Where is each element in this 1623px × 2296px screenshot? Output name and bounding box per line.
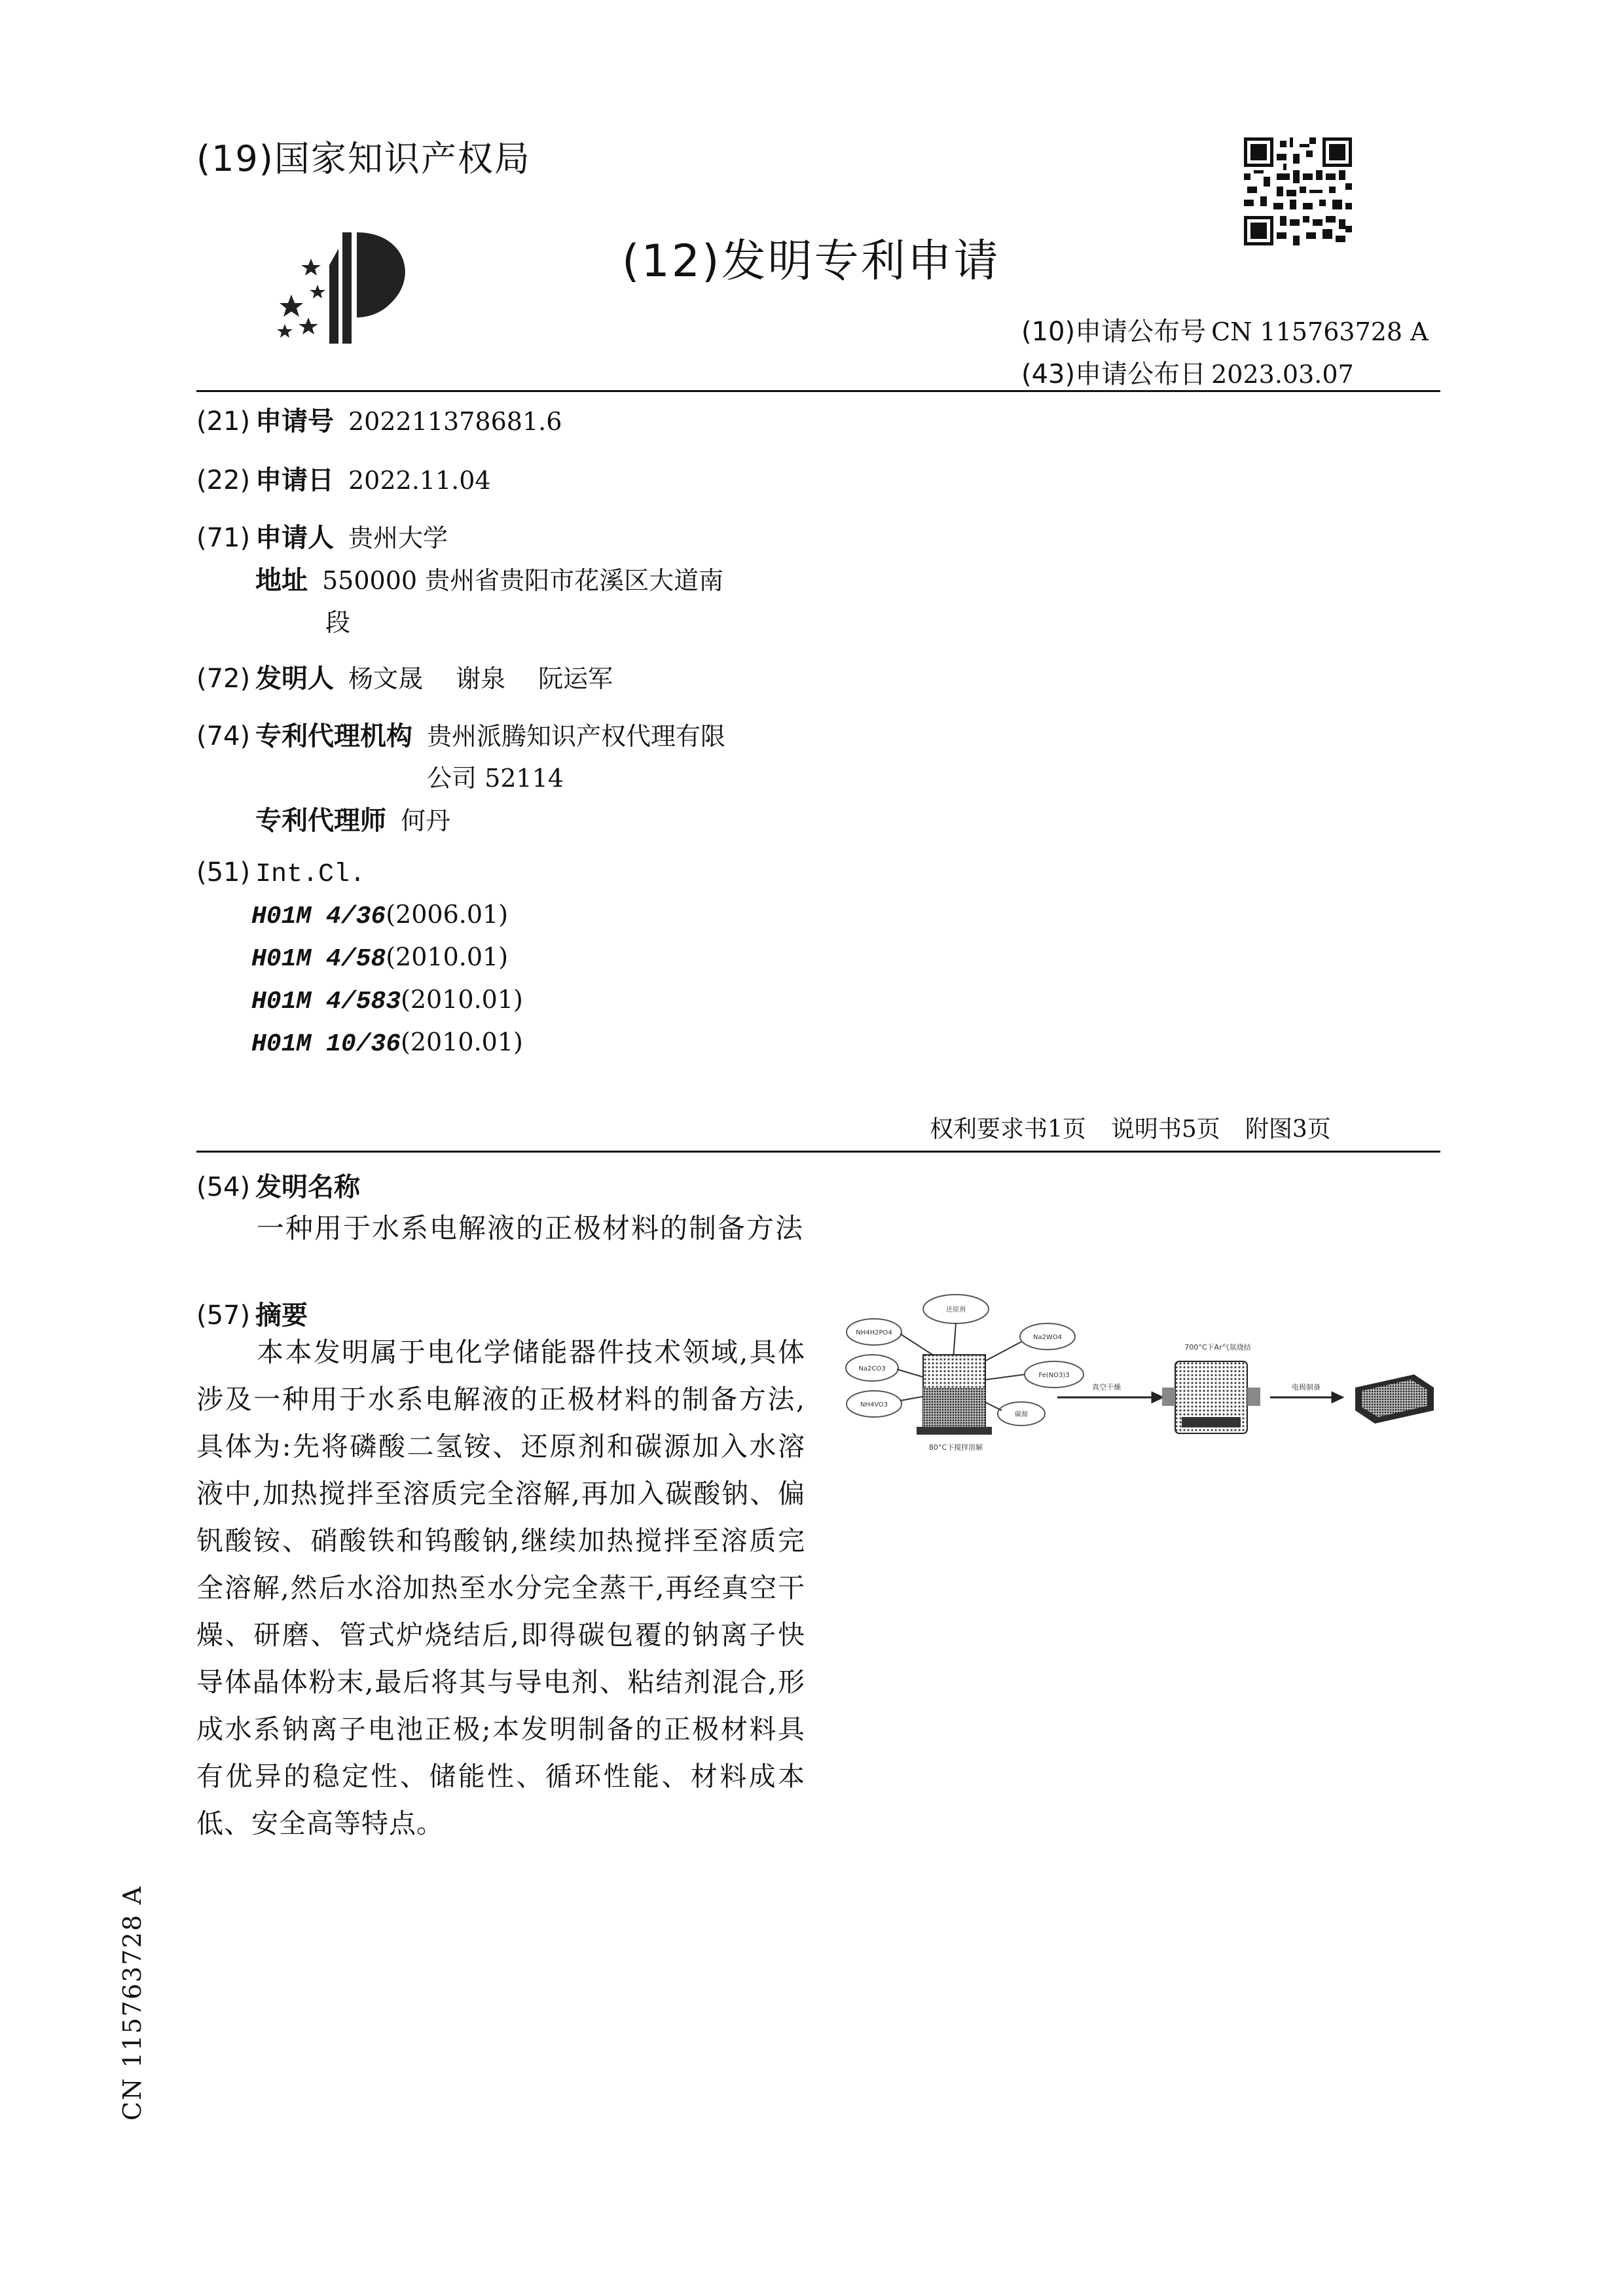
- label-nh4h2po4: NH4H2PO4: [856, 1329, 892, 1336]
- application-number: 202211378681.6: [348, 407, 562, 436]
- abstract-figure: [845, 1283, 1453, 1460]
- address-row: [255, 560, 723, 597]
- abstract-heading: (57) 摘要: [196, 1300, 308, 1331]
- ipc-class-row: H01M 10/36(2010.01): [251, 1028, 523, 1058]
- label-reducing-agent: 还原剂: [946, 1306, 966, 1314]
- label-na2co3: Na2CO3: [858, 1365, 886, 1372]
- agency-line-1: 贵州派腾知识产权代理有限: [427, 722, 726, 751]
- abstract-text: 本本发明属于电化学储能器件技术领域,具体涉及一种用于水系电解液的正极材料的制备方法,具体为:先将磷酸二氢铵、还原剂和碳源加入水溶液中,加热搅拌至溶质完全溶解,再加入碳酸钠、偏钒酸铵、硝酸铁和钨酸钠,继续加热搅拌至溶质完全溶解,然后水浴加热至水分完全蒸干,再经真空干燥、研磨、管式炉烧结后,即得碳包覆的钠离子快导体晶体粉末,最后将其与导电剂、粘结剂混合,形成水系钠离子电池正极;本发明制备的正极材料具有优异的稳定性、储能性、循环性能、材料成本低、安全高等特点。: [196, 1336, 805, 1839]
- agent: 何丹: [401, 806, 451, 835]
- publication-date-label: (43)申请公布日: [1021, 359, 1207, 389]
- label-sintering: 700°C下Ar气氛烧结: [1184, 1343, 1251, 1352]
- application-number-row: (21) 申请号 202211378681.6: [196, 406, 562, 437]
- application-date-row: (22) 申请日 2022.11.04: [196, 465, 491, 495]
- title-heading: (54) 发明名称: [196, 1172, 360, 1202]
- tube-furnace-icon: [1162, 1361, 1260, 1433]
- publication-date: 2023.03.07: [1211, 360, 1354, 389]
- label-vacuum-drying: 真空干燥: [1092, 1383, 1121, 1391]
- applicant-label: 申请人: [255, 523, 334, 553]
- agency-line-2: 公司 52114: [427, 764, 564, 793]
- side-publication-number: CN 115763728 A: [118, 1885, 147, 2121]
- application-date-label: 申请日: [255, 465, 334, 495]
- inventors: 杨文晟 谢泉 阮运军: [348, 664, 613, 693]
- publication-date-row: [1021, 353, 1354, 391]
- label-fe-no3: Fe(NO3)3: [1038, 1372, 1070, 1379]
- ipc-class-row: H01M 4/58(2010.01): [251, 942, 509, 973]
- agent-row: [255, 800, 450, 837]
- abstract-divider: [196, 1151, 1440, 1153]
- inventors-label: 发明人: [255, 664, 334, 694]
- inventors-row: (72) 发明人 杨文晟 谢泉 阮运军: [196, 664, 613, 694]
- description-pages: 说明书5页: [1110, 1116, 1220, 1143]
- application-date: 2022.11.04: [348, 466, 491, 495]
- label-stirring: 80°C下搅拌溶解: [928, 1443, 983, 1452]
- office-name: (19)国家知识产权局: [196, 138, 531, 179]
- address-line-1: 550000 贵州省贵阳市花溪区大道南: [322, 566, 724, 595]
- int-cl-label: Int.Cl.: [255, 860, 366, 889]
- applicant-row: (71) 申请人 贵州大学: [196, 523, 448, 553]
- claims-pages: 权利要求书1页: [930, 1116, 1086, 1143]
- header-divider: [196, 390, 1440, 392]
- application-number-label: 申请号: [255, 406, 334, 437]
- label-nh4vo3: NH4VO3: [860, 1401, 888, 1408]
- beaker-icon: [917, 1355, 992, 1435]
- agent-label: 专利代理师: [255, 806, 386, 836]
- ipc-class-row: H01M 4/583(2010.01): [251, 985, 523, 1016]
- invention-title: 一种用于水系电解液的正极材料的制备方法: [257, 1212, 805, 1244]
- address-line-2: 段: [325, 608, 351, 637]
- ipc-class-row: H01M 4/36(2006.01): [251, 900, 509, 931]
- electrode-icon: [1355, 1374, 1434, 1424]
- cnipa-logo: [265, 219, 426, 350]
- label-carbon-source: 碳源: [1015, 1411, 1028, 1418]
- publication-number: CN 115763728 A: [1211, 317, 1429, 346]
- qr-code-icon: [1244, 137, 1352, 245]
- int-cl-row: (51) Int.Cl.: [196, 857, 366, 889]
- drawings-pages: 附图3页: [1245, 1116, 1331, 1143]
- agency-label: 专利代理机构: [255, 721, 412, 751]
- publication-number-row: [1021, 311, 1429, 348]
- label-electrode-prep: 电极制备: [1292, 1383, 1321, 1391]
- address-label: 地址: [255, 565, 308, 596]
- page-counts: [930, 1111, 1331, 1144]
- document-type: (12)发明专利申请: [622, 236, 1000, 287]
- agency-row: (74) 专利代理机构 贵州派腾知识产权代理有限: [196, 721, 726, 751]
- label-na2wo4: Na2WO4: [1032, 1334, 1063, 1341]
- applicant: 贵州大学: [348, 524, 448, 552]
- publication-number-label: (10)申请公布号: [1021, 317, 1207, 347]
